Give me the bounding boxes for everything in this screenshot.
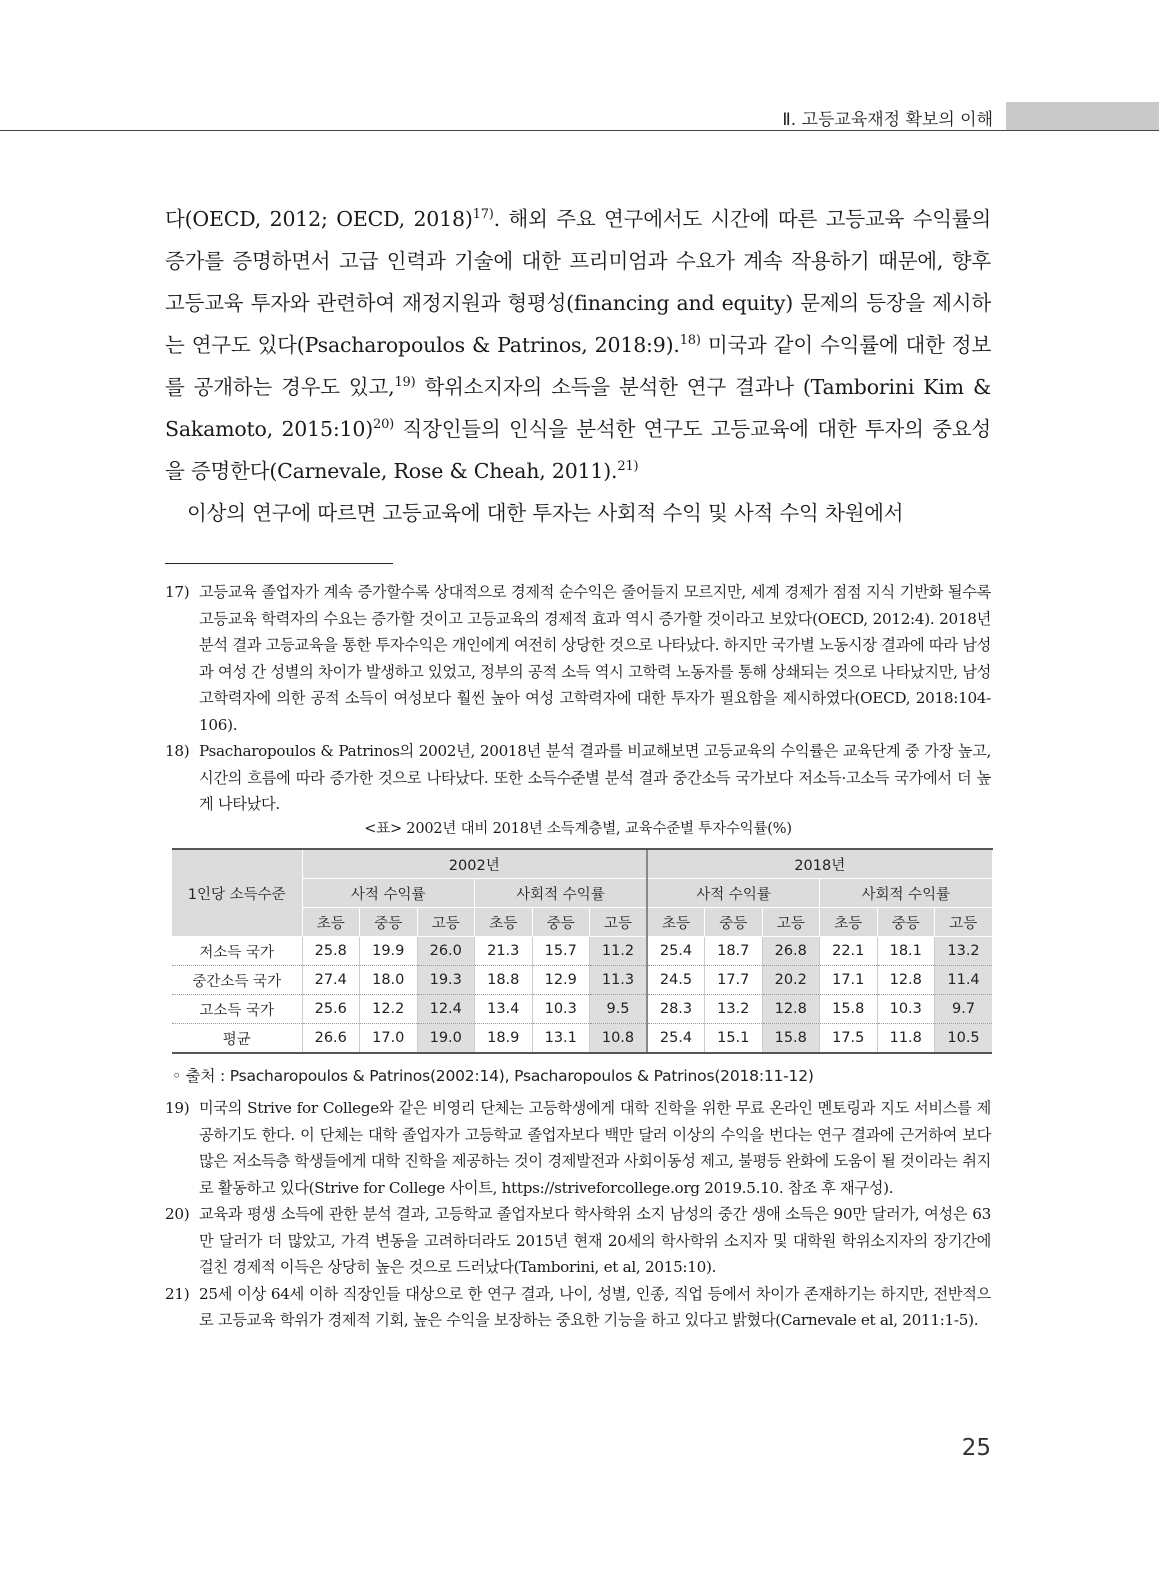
table-cell: 15.1 (705, 1024, 763, 1054)
table-row (172, 1024, 992, 1054)
table-cell: 11.8 (877, 1024, 935, 1054)
para1-part-d: 학위소지자의 소득을 분석한 연구 결과나 (Tamborini Kim & Sakamoto, 2015:10) (165, 375, 991, 441)
table-cell: 13.4 (475, 995, 533, 1024)
table-cell: 28.3 (647, 995, 705, 1024)
level-header: 중등 (877, 908, 935, 937)
table-cell: 12.4 (417, 995, 475, 1024)
row-label: 평균 (172, 1024, 302, 1054)
table-cell: 11.3 (590, 966, 648, 995)
level-header: 중등 (705, 908, 763, 937)
footnote-text: 25세 이상 64세 이하 직장인들 대상으로 한 연구 결과, 나이, 성별, 인종, 직업 등에서 차이가 존재하기는 하지만, 전반적으로 고등교육 학위가 경제적 기회, 높은 수익을 보장하는 중요한 기능을 하고 있다고 밝혔다(Carnevale et al, 2011:1-5). (199, 1284, 991, 1329)
table-cell: 26.0 (417, 937, 475, 966)
level-header: 초등 (475, 908, 533, 937)
table-cell: 9.5 (590, 995, 648, 1024)
header-rule (0, 130, 1159, 131)
table-cell: 17.7 (705, 966, 763, 995)
table-cell: 15.7 (532, 937, 590, 966)
table-cell: 26.8 (762, 937, 820, 966)
table-cell: 15.8 (762, 1024, 820, 1054)
table-caption: <표> 2002년 대비 2018년 소득계층별, 교육수준별 투자수익률(%) (364, 821, 792, 837)
level-header: 고등 (762, 908, 820, 937)
table-cell: 11.4 (935, 966, 993, 995)
table-cell: 11.2 (590, 937, 648, 966)
header-tab-decoration (1006, 102, 1159, 130)
para1-part-e: 직장인들의 인식을 분석한 연구도 고등교육에 대한 투자의 중요성을 증명한다(Carnevale, Rose & Cheah, 2011). (165, 417, 991, 483)
level-header: 고등 (590, 908, 648, 937)
footnote-18 (165, 738, 991, 818)
table-cell: 17.1 (820, 966, 878, 995)
footnote-text: 미국의 Strive for College와 같은 비영리 단체는 고등학생에게 대학 진학을 위한 무료 온라인 멘토링과 지도 서비스를 제공하기도 한다. 이 단체는 대학 졸업자가 고등학교 졸업자보다 백만 달러 이상의 수익을 번다는 연구 결과에 근거하여 보다 많은 저소득층 학생들에게 대학 진학을 제공하는 것이 경제발전과 사회이동성 제고, 불평등 완화에 도움이 될 것이라는 취지로 활동하고 있다(Strive for College 사이트, https://striveforcollege.org 2019.5.10. 참조 후 재구성). (199, 1099, 991, 1197)
table-cell: 18.1 (877, 937, 935, 966)
table-cell: 25.6 (302, 995, 360, 1024)
page-number: 25 (961, 1435, 991, 1461)
table-cell: 12.8 (877, 966, 935, 995)
year-2018-header: 2018년 (647, 849, 992, 879)
row-label: 고소득 국가 (172, 995, 302, 1024)
footnote-ref-20[interactable]: 20) (373, 417, 395, 432)
table-cell: 12.2 (360, 995, 418, 1024)
table-cell: 13.1 (532, 1024, 590, 1054)
table-source: ◦ 출처 : Psacharopoulos & Patrinos(2002:14), Psacharopoulos & Patrinos(2018:11-12) (172, 1067, 814, 1085)
footnote-19 (165, 1095, 991, 1201)
table-cell: 18.8 (475, 966, 533, 995)
level-header: 고등 (417, 908, 475, 937)
para1-part-c: 미국과 같이 수익률에 대한 정보를 공개하는 경우도 있고, (165, 333, 991, 399)
table-cell: 18.9 (475, 1024, 533, 1054)
returns-table (172, 848, 993, 1054)
table-cell: 25.4 (647, 1024, 705, 1054)
table-cell: 15.8 (820, 995, 878, 1024)
para1-part-b: . 해외 주요 연구에서도 시간에 따른 고등교육 수익률의 증가를 증명하면서 고급 인력과 기술에 대한 프리미엄과 수요가 계속 작용하기 때문에, 향후 고등교육 투자와 관련하여 재정지원과 형평성(financing and equity) 문제의 등장을 제시하는 연구도 있다(Psacharopoulos & Patrinos, 2018:9). (165, 207, 992, 357)
running-header-title: Ⅱ. 고등교육재정 확보의 이해 (782, 110, 993, 130)
footnote-21 (165, 1281, 991, 1334)
group-header: 사적 수익률 (302, 879, 475, 908)
footnote-number: 21) (165, 1284, 190, 1303)
table-cell: 19.0 (417, 1024, 475, 1054)
body-text (165, 198, 991, 534)
level-header: 초등 (647, 908, 705, 937)
table-row (172, 966, 992, 995)
year-2002-header: 2002년 (302, 849, 647, 879)
table-cell: 22.1 (820, 937, 878, 966)
footnote-number: 20) (165, 1205, 190, 1223)
footnote-ref-17[interactable]: 17) (472, 207, 494, 222)
group-header: 사회적 수익률 (820, 879, 993, 908)
footnote-text: 고등교육 졸업자가 계속 증가할수록 상대적으로 경제적 순수익은 줄어들지 모르지만, 세계 경제가 점점 지식 기반화 될수록 고등교육 학력자의 수요는 증가할 것이고 고등교육의 경제적 효과 역시 증가할 것이라고 보았다(OECD, 2012:4). 2018년 분석 결과 고등교육을 통한 투자수익은 개인에게 여전히 상당한 것으로 나타났다. 하지만 국가별 노동시장 결과에 따라 남성과 여성 간 성별의 차이가 발생하고 있었고, 정부의 공적 소득 역시 고학력 노동자를 통해 상쇄되는 것으로 나타났지만, 남성 고학력자에 의한 공적 소득이 여성보다 훨씬 높아 여성 고학력자에 대한 투자가 필요함을 제시하였다(OECD, 2018:104-106). (199, 583, 991, 734)
footnotes-bottom (165, 1095, 991, 1334)
table-cell: 13.2 (935, 937, 993, 966)
table-cell: 10.3 (877, 995, 935, 1024)
table-cell: 10.8 (590, 1024, 648, 1054)
para1-part-a: 다(OECD, 2012; OECD, 2018) (165, 207, 473, 231)
footnote-ref-18[interactable]: 18) (679, 333, 701, 348)
table-cell: 17.0 (360, 1024, 418, 1054)
group-header: 사회적 수익률 (475, 879, 648, 908)
table-cell: 9.7 (935, 995, 993, 1024)
footnote-17 (165, 579, 991, 738)
table-body (172, 937, 992, 1054)
table-cell: 12.9 (532, 966, 590, 995)
table-cell: 21.3 (475, 937, 533, 966)
table-cell: 19.9 (360, 937, 418, 966)
table-row (172, 937, 992, 966)
table-cell: 20.2 (762, 966, 820, 995)
footnote-text: 교육과 평생 소득에 관한 분석 결과, 고등학교 졸업자보다 학사학위 소지 남성의 중간 생애 소득은 90만 달러가, 여성은 63만 달러가 더 많았고, 가격 변동을 고려하더라도 2015년 현재 20세의 학사학위 소지자 및 대학원 학위소지자의 장기간에 걸친 경제적 이득은 상당히 높은 것으로 드러났다(Tamborini, et al, 2015:10). (199, 1205, 991, 1276)
footnotes-top (165, 579, 991, 818)
level-header: 초등 (302, 908, 360, 937)
table-cell: 10.5 (935, 1024, 993, 1054)
table-cell: 24.5 (647, 966, 705, 995)
table-cell: 10.3 (532, 995, 590, 1024)
level-header: 중등 (532, 908, 590, 937)
footnote-20 (165, 1201, 991, 1281)
level-header: 고등 (935, 908, 993, 937)
footnote-number: 17) (165, 583, 190, 601)
footnote-ref-19[interactable]: 19) (394, 375, 416, 390)
table-cell: 25.4 (647, 937, 705, 966)
table-cell: 13.2 (705, 995, 763, 1024)
group-header: 사적 수익률 (647, 879, 820, 908)
footnote-separator (165, 563, 393, 564)
row-label: 중간소득 국가 (172, 966, 302, 995)
table-cell: 19.3 (417, 966, 475, 995)
footnote-ref-21[interactable]: 21) (617, 459, 639, 474)
level-header: 초등 (820, 908, 878, 937)
table-cell: 17.5 (820, 1024, 878, 1054)
row-label: 저소득 국가 (172, 937, 302, 966)
table-cell: 26.6 (302, 1024, 360, 1054)
table-row (172, 995, 992, 1024)
footnote-number: 19) (165, 1099, 190, 1117)
table-cell: 18.0 (360, 966, 418, 995)
table-cell: 18.7 (705, 937, 763, 966)
paragraph-2: 이상의 연구에 따르면 고등교육에 대한 투자는 사회적 수익 및 사적 수익 차원에서 (187, 501, 904, 525)
paragraph-1 (165, 198, 991, 492)
table-cell: 12.8 (762, 995, 820, 1024)
table-cell: 27.4 (302, 966, 360, 995)
footnote-number: 18) (165, 742, 190, 760)
row-header-cell: 1인당 소득수준 (172, 849, 302, 937)
table-cell: 25.8 (302, 937, 360, 966)
footnote-text: Psacharopoulos & Patrinos의 2002년, 20018년 분석 결과를 비교해보면 고등교육의 수익률은 교육단계 중 가장 높고, 시간의 흐름에 따라 증가한 것으로 나타났다. 또한 소득수준별 분석 결과 중간소득 국가보다 저소득·고소득 국가에서 더 높게 나타났다. (199, 742, 991, 813)
level-header: 중등 (360, 908, 418, 937)
